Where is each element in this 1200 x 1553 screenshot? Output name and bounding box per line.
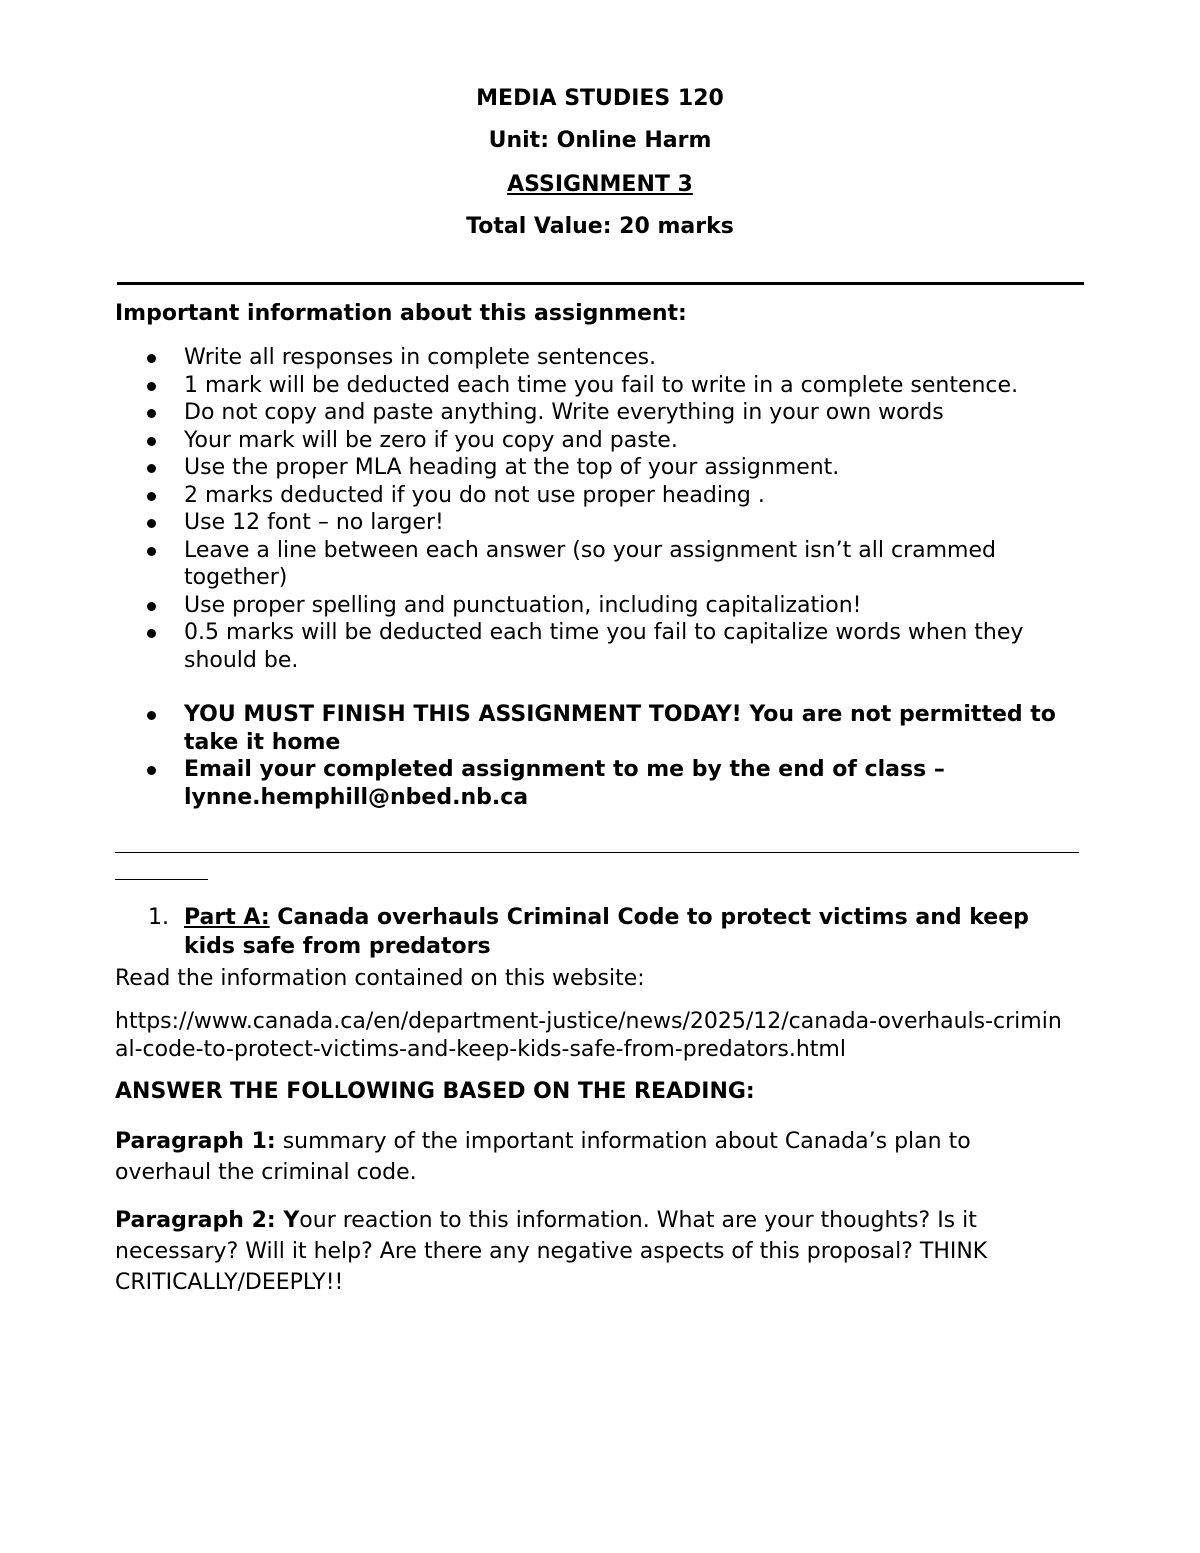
list-item <box>115 482 1085 510</box>
list-item-text: Email your completed assignment to me by the end of class – lynne.hemphill@nbed.nb.ca <box>184 757 945 810</box>
list-item <box>115 344 1085 372</box>
list-item <box>115 399 1085 427</box>
list-item-text: Use 12 font – no larger! <box>184 510 444 535</box>
bullet-icon <box>147 382 156 391</box>
answer-heading: ANSWER THE FOLLOWING BASED ON THE READING: <box>115 1079 755 1104</box>
part-a-number: 1. <box>148 905 169 930</box>
source-url: https://www.canada.ca/en/department-justice/news/2025/12/canada-overhauls-criminal-code-to-protect-victims-and-keep-kids-safe-from-predators.html <box>115 1009 1062 1062</box>
list-item <box>115 427 1085 455</box>
paragraph-2-text: our reaction to this information. What are your thoughts? Is it necessary? Will it help? Are there any negative aspects of this proposal? THINK CRITICALLY/DEEPLY!! <box>115 1208 988 1295</box>
bullet-icon <box>147 492 156 501</box>
bullet-icon <box>147 629 156 638</box>
part-a-title: Canada overhauls Criminal Code to protect victims and keep kids safe from predators <box>184 905 1029 959</box>
paragraph-2-label: Paragraph 2: Y <box>115 1208 300 1233</box>
section-divider <box>117 282 1084 285</box>
list-item <box>115 509 1085 537</box>
part-a-heading <box>115 903 1055 961</box>
read-instruction: Read the information contained on this website: <box>115 966 645 991</box>
important-list <box>115 344 1085 674</box>
list-item <box>115 592 1085 620</box>
list-item <box>115 372 1085 400</box>
list-item-text: 0.5 marks will be deducted each time you fail to capitalize words when they should be. <box>184 620 1024 673</box>
bullet-icon <box>147 409 156 418</box>
bullet-icon <box>147 711 156 720</box>
bullet-icon <box>147 464 156 473</box>
section-divider <box>115 852 1079 853</box>
assignment-title-wrapper <box>0 171 1200 199</box>
total-value: Total Value: 20 marks <box>466 214 734 239</box>
course-title: MEDIA STUDIES 120 <box>476 86 724 111</box>
list-item-text: 2 marks deducted if you do not use proper heading . <box>184 482 765 508</box>
list-item <box>115 537 1085 592</box>
list-item-text: YOU MUST FINISH THIS ASSIGNMENT TODAY! You are not permitted to take it home <box>184 702 1056 755</box>
bullet-icon <box>147 547 156 556</box>
paragraph-1-text: summary of the important information about Canada’s plan to overhaul the criminal code. <box>115 1129 971 1185</box>
bullet-icon <box>147 602 156 611</box>
section-divider-short <box>115 879 208 880</box>
paragraph-1-instruction <box>115 1126 1045 1188</box>
bullet-icon <box>147 354 156 363</box>
list-item <box>115 619 1085 674</box>
list-item <box>115 756 1085 811</box>
bullet-icon <box>147 766 156 775</box>
list-item-text: Use proper spelling and punctuation, including capitalization! <box>184 592 862 618</box>
important-heading: Important information about this assignment: <box>115 301 687 326</box>
list-item-text: Your mark will be zero if you copy and paste. <box>184 427 678 453</box>
list-item-text: Leave a line between each answer (so your assignment isn’t all crammed together) <box>184 537 996 590</box>
list-item-text: 1 mark will be deducted each time you fail to write in a complete sentence. <box>184 372 1019 398</box>
list-item <box>115 701 1085 756</box>
deadline-list <box>115 701 1085 811</box>
list-item-text: Do not copy and paste anything. Write everything in your own words <box>184 400 944 425</box>
part-a-label: Part A: <box>184 905 270 930</box>
assignment-title: ASSIGNMENT 3 <box>507 172 693 197</box>
paragraph-1-label: Paragraph 1: <box>115 1129 276 1154</box>
bullet-icon <box>147 519 156 528</box>
paragraph-2-instruction <box>115 1205 1065 1298</box>
list-item-text: Write all responses in complete sentences. <box>184 345 657 370</box>
bullet-icon <box>147 437 156 446</box>
unit-title: Unit: Online Harm <box>488 128 712 153</box>
list-item-text: Use the proper MLA heading at the top of your assignment. <box>184 455 840 480</box>
part-a-item <box>115 903 1055 961</box>
list-item <box>115 454 1085 482</box>
